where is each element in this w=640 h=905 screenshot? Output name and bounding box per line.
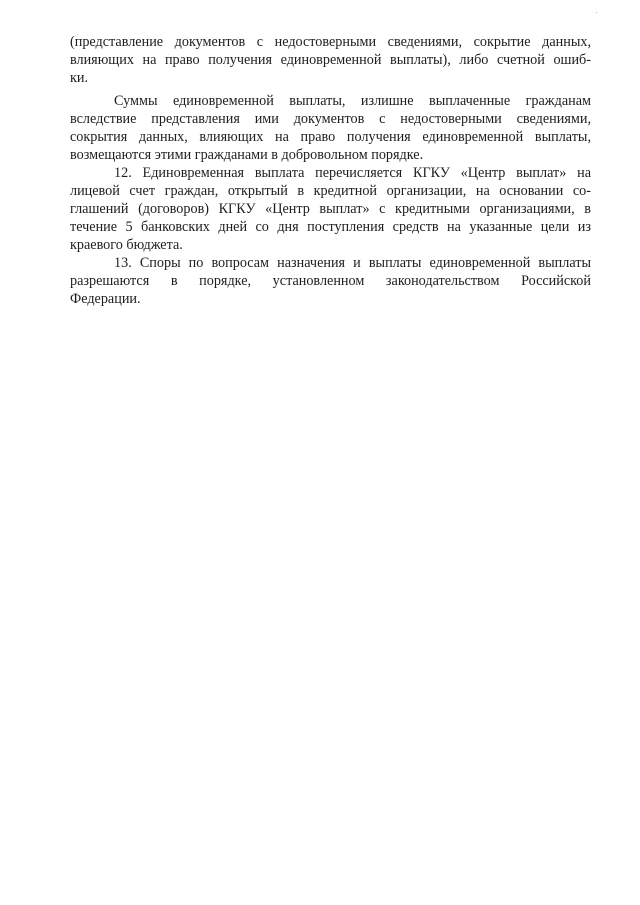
paragraph-clause-13 bbox=[70, 254, 591, 308]
paragraph-continuation bbox=[70, 33, 591, 87]
text-line: сокрытия данных, влияющих на право получения единовременной выплаты, bbox=[70, 129, 591, 145]
text-line: Федерации. bbox=[70, 291, 141, 307]
text-line: 13. Споры по вопросам назначения и выплаты единовременной выплаты bbox=[114, 255, 591, 271]
text-line: краевого бюджета. bbox=[70, 237, 183, 253]
text-line: возмещаются этими гражданами в добровольном порядке. bbox=[70, 147, 424, 163]
text-line: (представление документов с недостоверными сведениями, сокрытие данных, bbox=[70, 34, 591, 50]
paragraph-clause-12 bbox=[70, 164, 591, 254]
scan-speck bbox=[596, 12, 597, 13]
text-line: течение 5 банковских дней со дня поступления средств на указанные цели из bbox=[70, 219, 591, 235]
text-line: лицевой счет граждан, открытый в кредитной организации, на основании со- bbox=[70, 183, 591, 199]
text-line: вследствие представления ими документов с недостоверными сведениями, bbox=[70, 111, 591, 127]
text-line: глашений (договоров) КГКУ «Центр выплат» с кредитными организациями, в bbox=[70, 201, 591, 217]
text-line: разрешаются в порядке, установленном законодательством Российской bbox=[70, 273, 591, 289]
text-line: ки. bbox=[70, 70, 89, 86]
text-line: влияющих на право получения единовременной выплаты), либо счетной ошиб- bbox=[70, 52, 591, 68]
text-line: Суммы единовременной выплаты, излишне выплаченные гражданам bbox=[114, 93, 591, 109]
text-line: 12. Единовременная выплата перечисляется КГКУ «Центр выплат» на bbox=[114, 165, 591, 181]
paragraph-refund bbox=[70, 92, 591, 164]
document-body bbox=[70, 33, 591, 308]
